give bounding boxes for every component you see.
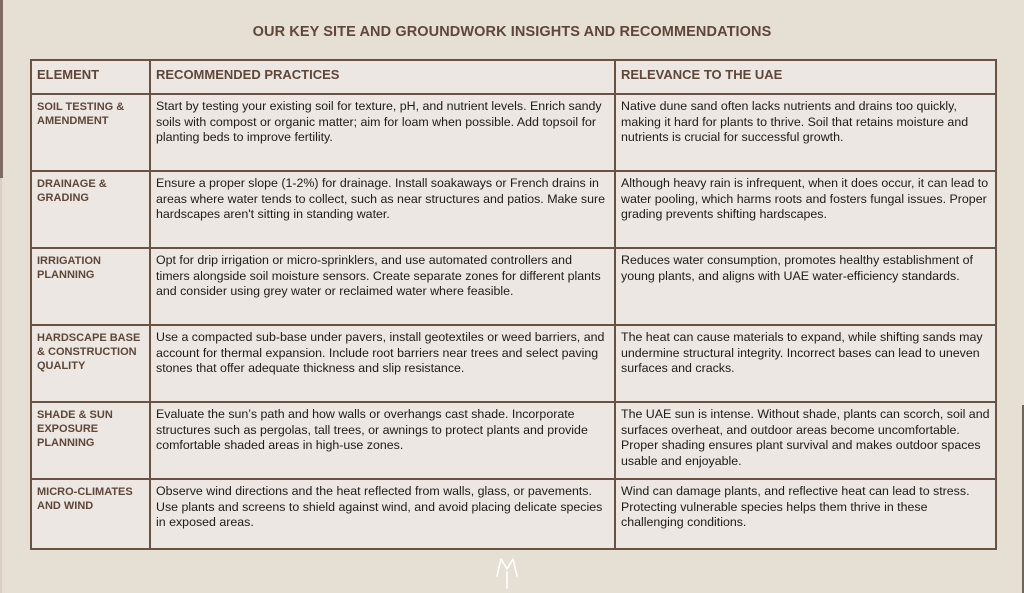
element-cell: SHADE & SUN EXPOSURE PLANNING (31, 402, 150, 479)
header-practices: RECOMMENDED PRACTICES (150, 60, 615, 94)
relevance-cell: Although heavy rain is infrequent, when it does occur, it can lead to water pooling, which harms roots and fosters fungal issues. Proper grading prevents shifting hardscapes. (615, 171, 996, 248)
element-cell: IRRIGATION PLANNING (31, 248, 150, 325)
table-header-row (31, 60, 996, 94)
element-cell: HARDSCAPE BASE & CONSTRUCTION QUALITY (31, 325, 150, 402)
monogram-logo-icon (494, 556, 520, 590)
table-row (31, 248, 996, 325)
element-cell: DRAINAGE & GRADING (31, 171, 150, 248)
relevance-cell: The UAE sun is intense. Without shade, plants can scorch, soil and surfaces overheat, and outdoor areas become uncomfortable. Proper shading ensures plant survival and makes outdoor spaces usable and enjoyable. (615, 402, 996, 479)
element-cell: MICRO-CLIMATES AND WIND (31, 479, 150, 549)
header-relevance: RELEVANCE TO THE UAE (615, 60, 996, 94)
practices-cell: Observe wind directions and the heat reflected from walls, glass, or pavements. Use plants and screens to shield against wind, and avoid placing delicate species in exposed areas. (150, 479, 615, 549)
relevance-cell: Reduces water consumption, promotes healthy establishment of young plants, and aligns with UAE water-efficiency standards. (615, 248, 996, 325)
practices-cell: Ensure a proper slope (1-2%) for drainage. Install soakaways or French drains in areas where water tends to collect, such as near structures and patios. Make sure hardscapes aren't sitting in standing water. (150, 171, 615, 248)
relevance-cell: Native dune sand often lacks nutrients and drains too quickly, making it hard for plants to thrive. Soil that retains moisture and nutrients is crucial for successful growth. (615, 94, 996, 171)
practices-cell: Evaluate the sun’s path and how walls or overhangs cast shade. Incorporate structures such as pergolas, tall trees, or awnings to protect plants and provide comfortable shaded areas in high-use zones. (150, 402, 615, 479)
table-row (31, 402, 996, 479)
practices-cell: Use a compacted sub-base under pavers, install geotextiles or weed barriers, and account for thermal expansion. Include root barriers near trees and select paving stones that offer adequate thickness and slip resistance. (150, 325, 615, 402)
left-edge-strip (0, 178, 2, 593)
element-cell: SOIL TESTING & AMENDMENT (31, 94, 150, 171)
table-row (31, 479, 996, 549)
table-row (31, 171, 996, 248)
relevance-cell: The heat can cause materials to expand, while shifting sands may undermine structural integrity. Incorrect bases can lead to uneven surfaces and cracks. (615, 325, 996, 402)
page-title: OUR KEY SITE AND GROUNDWORK INSIGHTS AND RECOMMENDATIONS (252, 24, 772, 40)
table-row (31, 325, 996, 402)
header-element: ELEMENT (31, 60, 150, 94)
insights-table (30, 59, 997, 550)
relevance-cell: Wind can damage plants, and reflective heat can lead to stress. Protecting vulnerable species helps them thrive in these challenging conditions. (615, 479, 996, 549)
table-row (31, 94, 996, 171)
practices-cell: Start by testing your existing soil for texture, pH, and nutrient levels. Enrich sandy soils with compost or organic matter; aim for loam when possible. Add topsoil for planting beds to improve fertility. (150, 94, 615, 171)
practices-cell: Opt for drip irrigation or micro-sprinklers, and use automated controllers and timers alongside soil moisture sensors. Create separate zones for different plants and consider using grey water or reclaimed water where feasible. (150, 248, 615, 325)
